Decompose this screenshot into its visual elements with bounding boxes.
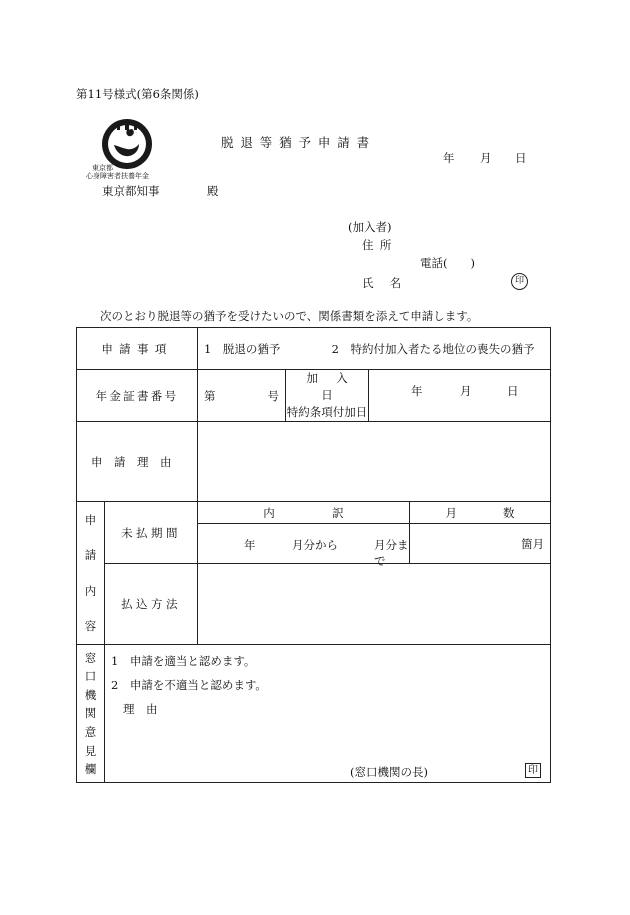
opinion-label-char: 見	[84, 743, 97, 758]
content-label-char: 申	[84, 512, 97, 527]
opinion-option-reject: 2 申請を不適当と認めます。	[111, 678, 267, 692]
cert-label-cell	[77, 370, 198, 422]
application-form-table	[76, 327, 551, 783]
reason-label: 申請理由	[91, 454, 184, 469]
join-day: 日	[507, 384, 519, 398]
months-header-cell	[410, 502, 551, 524]
date-month: 月	[480, 151, 492, 165]
opinion-content-cell	[105, 645, 551, 783]
content-label-cell	[77, 502, 105, 645]
opinion-signer: (窓口機関の長)	[350, 765, 428, 779]
opinion-label-char: 機	[84, 687, 97, 702]
payment-label-cell	[105, 564, 198, 645]
addressee-honorific: 殿	[207, 184, 219, 198]
join-year: 年	[411, 384, 423, 398]
document-title: 脱退等猶予申請書	[221, 135, 377, 150]
opinion-seal: 印	[525, 763, 541, 778]
logo-org-line1: 東京都	[92, 164, 113, 172]
cert-number-cell	[198, 370, 286, 422]
period-year: 年	[244, 538, 256, 553]
join-label-cell	[286, 370, 369, 422]
cert-prefix: 第	[204, 388, 216, 403]
unpaid-period-cell[interactable]	[198, 524, 410, 569]
opinion-option-approve: 1 申請を適当と認めます。	[111, 654, 256, 668]
applicant-address-label: 住所	[362, 238, 398, 252]
opinion-label-char: 関	[84, 706, 97, 721]
reason-label-cell	[77, 422, 198, 502]
opinion-reason: 理 由	[123, 702, 158, 716]
addressee-name: 東京都知事	[102, 184, 160, 198]
months-count-cell[interactable]	[410, 524, 551, 564]
unpaid-label: 未払期間	[121, 525, 181, 540]
date-day: 日	[515, 151, 527, 165]
applicant-seal: 印	[511, 273, 528, 290]
join-month: 月	[460, 384, 472, 398]
join-date-cell	[369, 370, 551, 422]
opinion-label-char: 口	[84, 669, 97, 684]
payment-method-field[interactable]	[198, 564, 551, 645]
applicant-phone-label: 電話( )	[420, 256, 475, 270]
opinion-label-cell	[77, 645, 105, 783]
content-label-char: 請	[84, 548, 97, 563]
special-label: 特約条項付加日	[286, 405, 368, 419]
breakdown-header-cell	[198, 502, 410, 524]
opinion-label-char: 欄	[84, 762, 97, 777]
cert-label: 年金証書番号	[95, 388, 179, 403]
date-year: 年	[443, 151, 455, 165]
unpaid-label-cell	[105, 502, 198, 564]
period-to: 月分まで	[374, 538, 409, 569]
item-option-withdrawal-deferral: 1 脱退の猶予	[204, 341, 281, 356]
months-unit: 箇月	[521, 536, 545, 551]
item-label: 申請事項	[101, 341, 173, 356]
opinion-label-char: 窓	[84, 650, 97, 665]
opinion-label-char: 意	[84, 725, 97, 740]
content-label-char: 容	[84, 619, 97, 634]
applicant-header: (加入者)	[348, 220, 392, 234]
breakdown-header: 内 訳	[263, 505, 344, 520]
form-number: 第11号様式(第6条関係)	[76, 87, 199, 101]
content-label-char: 内	[84, 583, 97, 598]
payment-label: 払込方法	[121, 597, 181, 612]
cert-suffix: 号	[267, 388, 280, 403]
item-label-cell	[77, 328, 198, 370]
period-from: 月分から	[292, 538, 339, 553]
intro-text: 次のとおり脱退等の猶予を受けたいので、関係書類を添えて申請します。	[100, 309, 479, 323]
item-options-cell	[198, 328, 551, 370]
item-option-status-loss-deferral: 2 特約付加入者たる地位の喪失の猶予	[331, 341, 535, 356]
months-header: 月 数	[445, 505, 515, 520]
applicant-name-label: 氏名	[362, 276, 418, 290]
logo-org-line2: 心身障害者扶養年金	[86, 172, 149, 180]
join-label: 加入日	[306, 371, 367, 402]
reason-field[interactable]	[198, 422, 551, 502]
